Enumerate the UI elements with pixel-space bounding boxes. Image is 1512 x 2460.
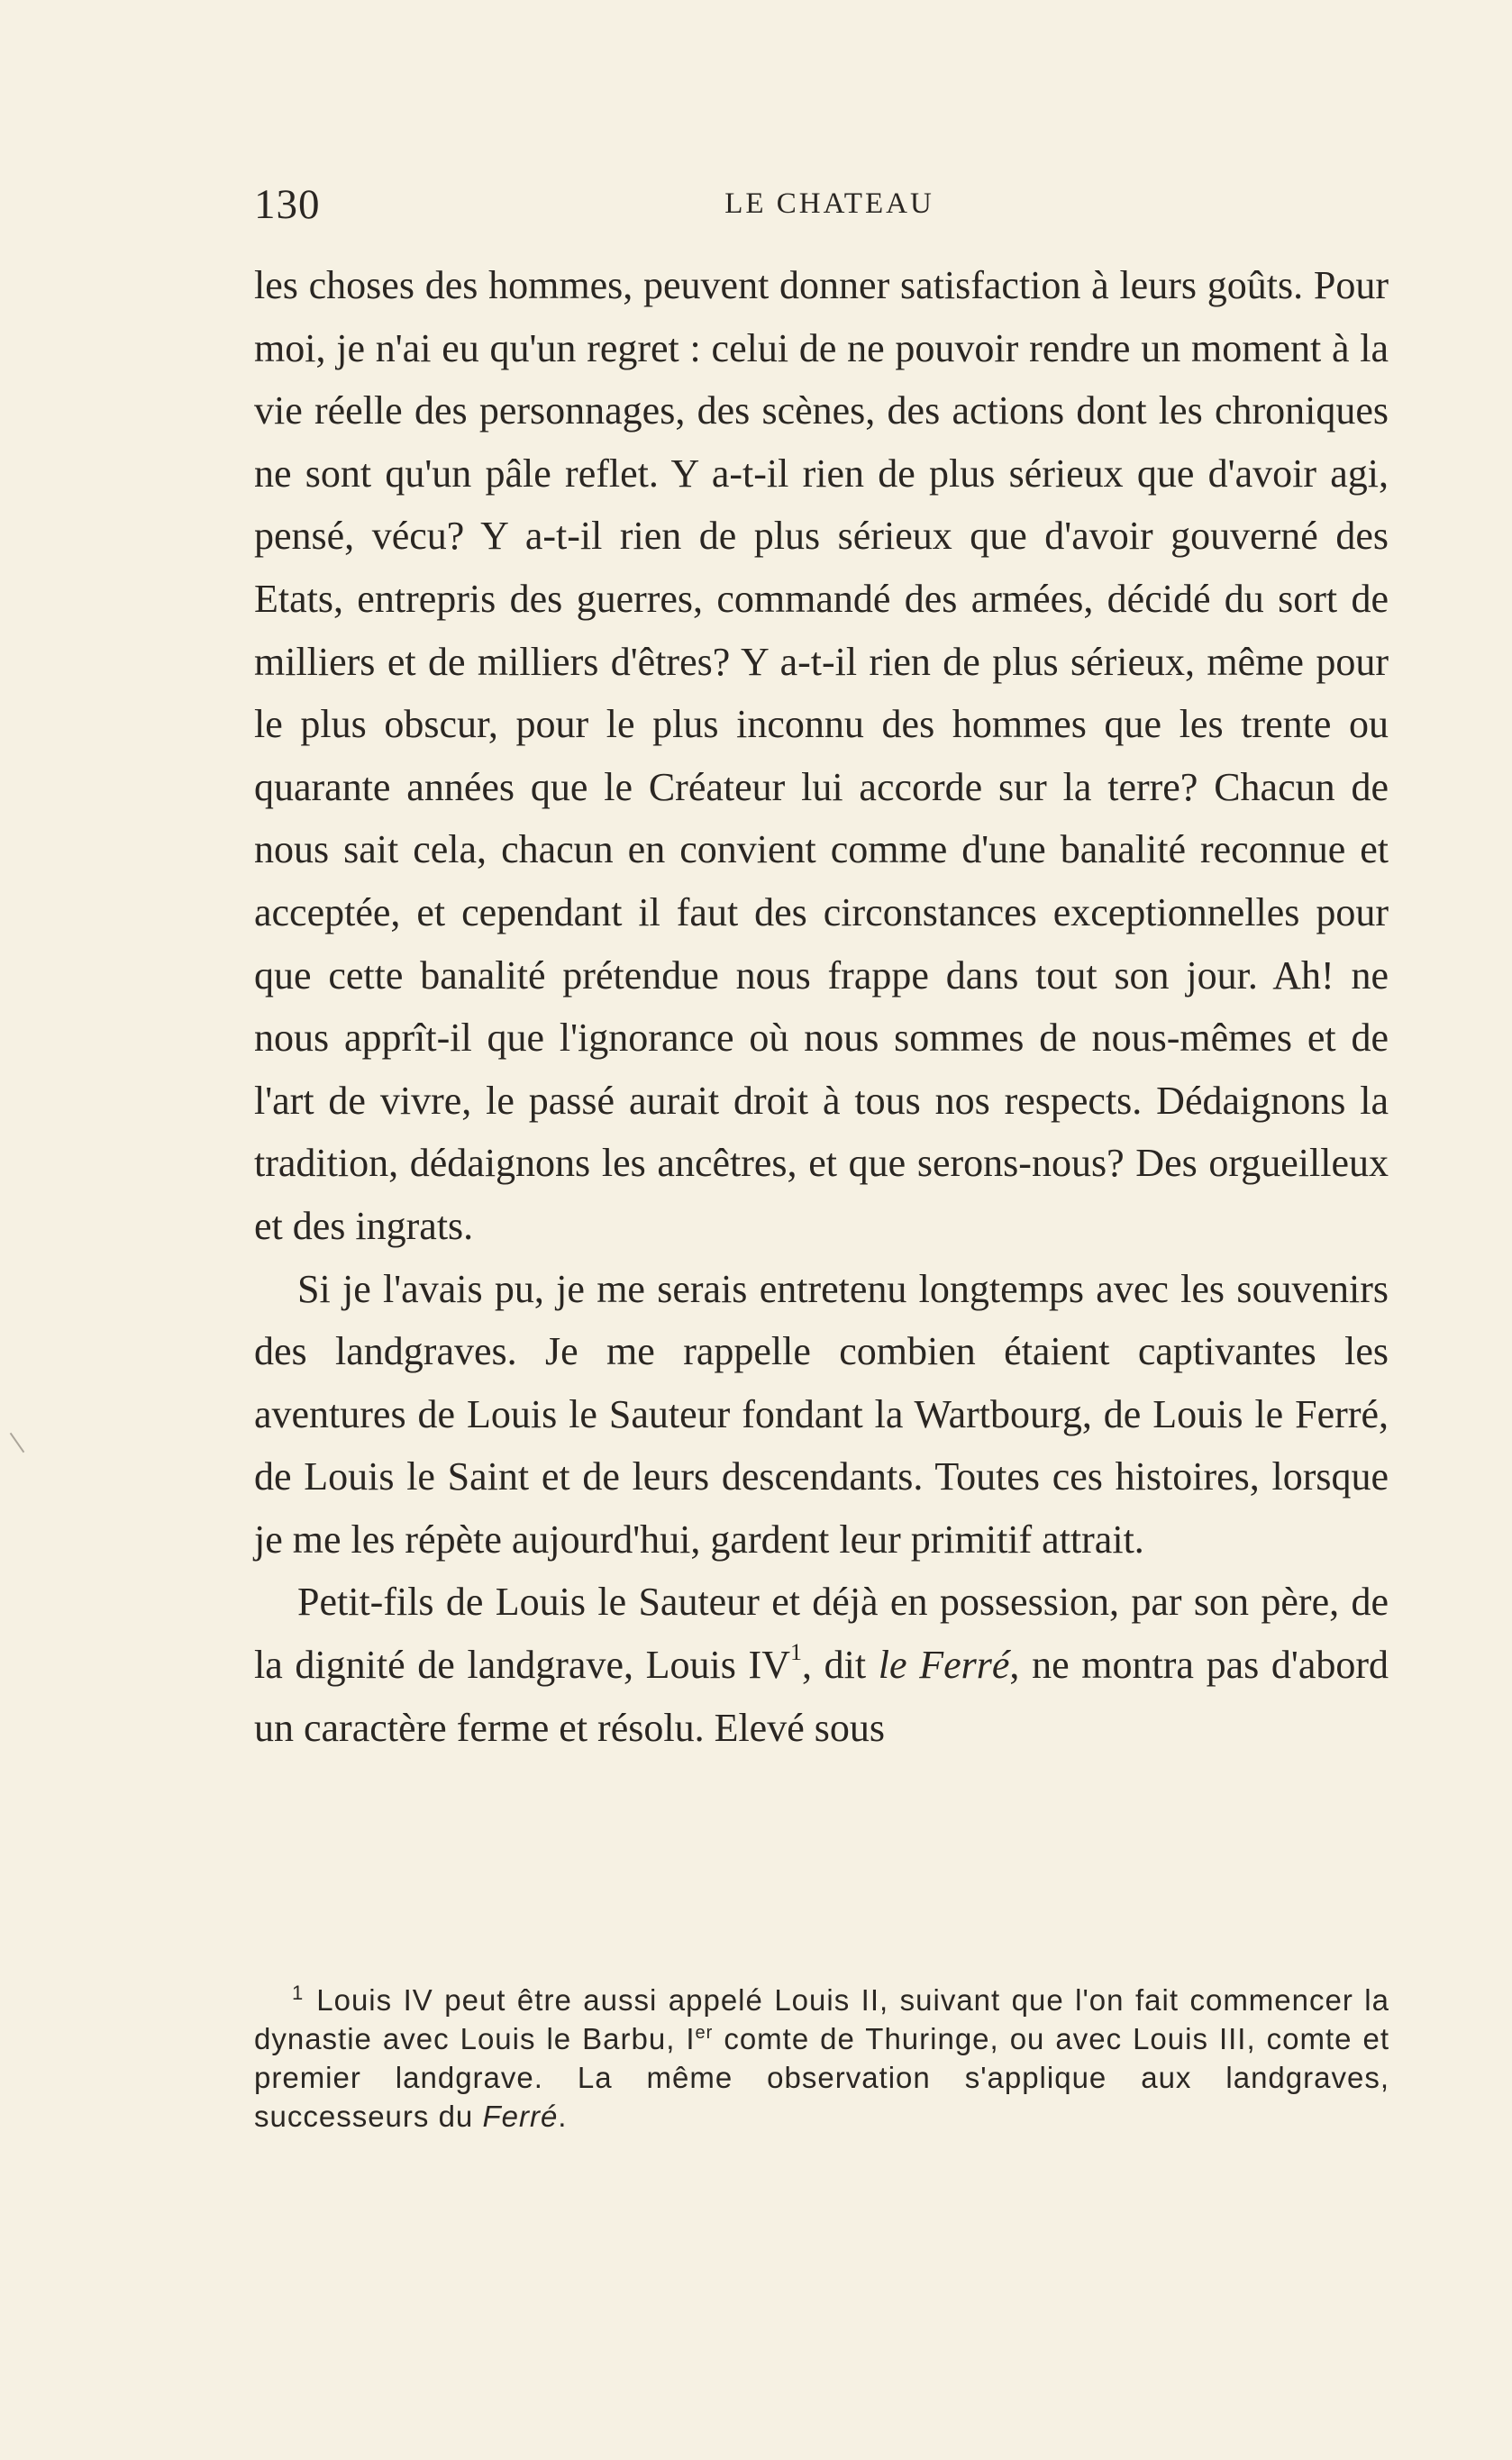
paragraph-2: Si je l'avais pu, je me serais entretenu longtemps avec les souvenirs des landgraves. Je me rappelle combien étaient captivantes les aventures de Louis le Sauteur fondant la Wartbourg, de Louis le Ferré, de Louis le Saint et de leurs descendants. Toutes ces histoires, lorsque je me les répète aujourd'hui, gardent leur primitif attrait. bbox=[254, 1266, 1389, 1562]
footnote-marker: 1 bbox=[292, 1982, 305, 2004]
footnote-reference: 1 bbox=[789, 1639, 802, 1666]
footnote-text-c: . bbox=[558, 2100, 568, 2133]
footnote-text-a: Louis IV peut être aussi appelé Louis II, suivant que l'on fait commencer la dynastie avec Louis le Barbu, I bbox=[254, 1983, 1389, 2055]
paragraph-3-text-middle: , dit bbox=[801, 1643, 879, 1688]
margin-mark bbox=[10, 1433, 25, 1453]
paragraph-3-text-start: Petit-fils de Louis le Sauteur et déjà en possession, par son père, de la dignité de landgrave, Louis IV bbox=[254, 1580, 1389, 1688]
footnote-1 bbox=[254, 1981, 1389, 2136]
paragraph-1: les choses des hommes, peuvent donner satisfaction à leurs goûts. Pour moi, je n'ai eu qu'un regret : celui de ne pouvoir rendre un moment à la vie réelle des personnages, des scènes, des actions dont les chroniques ne sont qu'un pâle reflet. Y a-t-il rien de plus sérieux que d'avoir agi, pensé, vécu? Y a-t-il rien de plus sérieux que d'avoir gouverné des Etats, entrepris des guerres, commandé des armées, décidé du sort de milliers et de milliers d'êtres? Y a-t-il rien de plus sérieux, même pour le plus obscur, pour le plus inconnu des hommes que les trente ou quarante années que le Créateur lui accorde sur la terre? Chacun de nous sait cela, chacun en convient comme d'une banalité reconnue et acceptée, et cependant il faut des circonstances exceptionnelles pour que cette banalité prétendue nous frappe dans tout son jour. Ah! ne nous apprît-il que l'ignorance où nous sommes de nous-mêmes et de l'art de vivre, le passé aurait droit à tous nos respects. Dédaignons la tradition, dédaignons les ancêtres, et que serons-nous? Des orgueilleux et des ingrats. bbox=[254, 263, 1389, 1248]
footnote-italic: Ferré bbox=[482, 2100, 559, 2133]
footnotes bbox=[254, 1981, 1389, 2136]
body-text bbox=[254, 254, 1389, 1759]
footnote-text-b: comte de Thuringe, ou avec Louis III, comte et premier landgrave. La même observation s'applique aux landgraves, successeurs du bbox=[254, 2022, 1390, 2133]
running-title: LE CHATEAU bbox=[724, 187, 934, 220]
running-head bbox=[254, 180, 1396, 234]
paragraph-3-text-end: , ne montra pas d'abord un caractère ferme et résolu. Elevé sous bbox=[254, 1643, 1389, 1750]
paragraph-3 bbox=[254, 1571, 1389, 1759]
page-number: 130 bbox=[254, 181, 321, 228]
paragraph-3-italic: le Ferré bbox=[878, 1643, 1010, 1688]
footnote-superscript: er bbox=[695, 2023, 714, 2043]
